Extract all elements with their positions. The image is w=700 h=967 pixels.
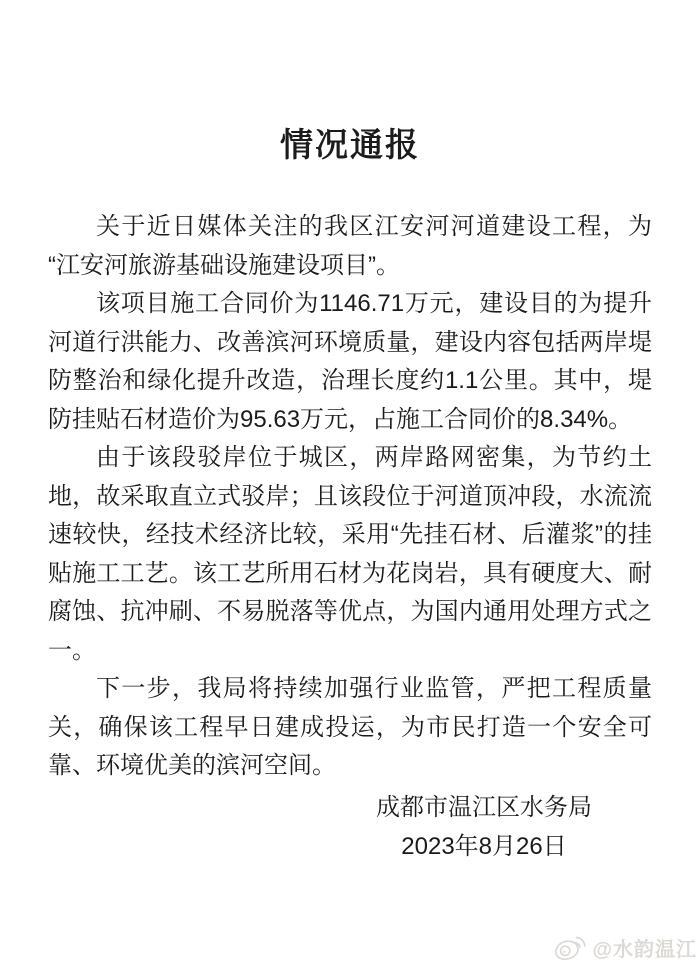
notice-paragraph-4: 下一步，我局将持续加强行业监管，严把工程质量关，确保该工程早日建成投运，为市民打造一个安全可靠、环境优美的滨河空间。 (48, 675, 652, 779)
issue-date: 2023年8月26日 (401, 832, 567, 860)
watermark (553, 933, 697, 962)
notice-body (48, 208, 652, 786)
notice-title: 情况通报 (280, 126, 420, 163)
notice-paragraph-2: 该项目施工合同价为1146.71万元，建设目的为提升河道行洪能力、改善滨河环境质量，建设内容包括两岸堤防整治和绿化提升改造，治理长度约1.1公里。其中，堤防挂贴石材造价为95.63万元，占施工合同价的8.34%。 (48, 290, 652, 433)
notice-paragraph-1: 关于近日媒体关注的我区江安河河道建设工程，为“江安河旅游基础设施建设项目”。 (48, 213, 652, 279)
watermark-handle: @水韵温江 (592, 939, 697, 961)
notice-paragraph-3: 由于该段驳岸位于城区，两岸路网密集，为节约土地，故采取直立式驳岸；且该段位于河道顶冲段，水流流速较快，经技术经济比较，采用“先挂石材、后灌浆”的挂贴施工工艺。该工艺所用石材为花岗岩，具有硬度大、耐腐蚀、抗冲刷、不易脱落等优点，为国内通用处理方式之一。 (48, 444, 652, 664)
signature-block (376, 789, 592, 866)
issuing-agency: 成都市温江区水务局 (376, 794, 592, 821)
weibo-icon (553, 933, 587, 962)
